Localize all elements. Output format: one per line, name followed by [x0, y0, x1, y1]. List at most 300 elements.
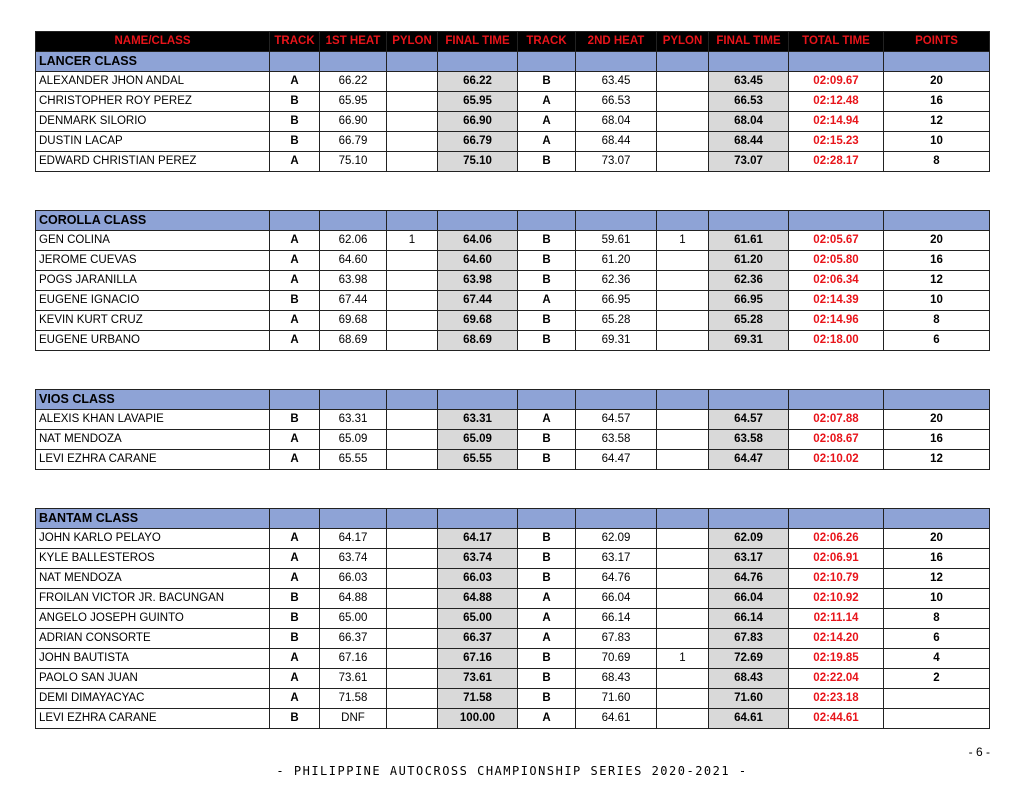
result-cell: 68.43 — [576, 669, 657, 689]
result-cell: 75.10 — [438, 152, 518, 172]
result-cell: 1 — [387, 231, 438, 251]
result-cell: B — [270, 609, 320, 629]
result-cell: 68.69 — [320, 331, 387, 351]
result-cell: 20 — [884, 72, 990, 92]
result-cell: 64.17 — [438, 529, 518, 549]
result-cell: 69.68 — [320, 311, 387, 331]
result-cell — [657, 92, 709, 112]
result-cell: 65.28 — [576, 311, 657, 331]
result-cell: A — [270, 689, 320, 709]
driver-row — [36, 609, 990, 629]
result-cell: 66.04 — [576, 589, 657, 609]
class-header-cell — [884, 52, 990, 72]
result-cell: A — [518, 589, 576, 609]
result-cell — [657, 689, 709, 709]
result-cell: 64.76 — [709, 569, 789, 589]
result-cell: A — [270, 231, 320, 251]
result-cell: B — [270, 291, 320, 311]
result-cell: 68.43 — [709, 669, 789, 689]
column-header: FINAL TIME — [438, 32, 518, 52]
driver-row — [36, 649, 990, 669]
column-header: TRACK — [518, 32, 576, 52]
result-cell: NAT MENDOZA — [36, 569, 270, 589]
spacer-row — [36, 191, 990, 211]
result-cell: 69.31 — [576, 331, 657, 351]
class-header-cell — [709, 509, 789, 529]
result-cell: GEN COLINA — [36, 231, 270, 251]
result-cell: B — [518, 430, 576, 450]
result-cell: 62.36 — [576, 271, 657, 291]
class-header-cell — [789, 211, 884, 231]
class-header-cell — [320, 390, 387, 410]
class-header-cell — [270, 390, 320, 410]
result-cell: 2 — [884, 669, 990, 689]
class-header-row — [36, 211, 990, 231]
result-cell: A — [270, 450, 320, 470]
result-cell: 63.17 — [709, 549, 789, 569]
class-header-cell — [387, 509, 438, 529]
result-cell: 02:22.04 — [789, 669, 884, 689]
driver-row — [36, 231, 990, 251]
result-cell: 10 — [884, 589, 990, 609]
result-cell: 62.09 — [709, 529, 789, 549]
result-cell: 64.88 — [320, 589, 387, 609]
driver-row — [36, 450, 990, 470]
class-header-cell — [518, 509, 576, 529]
class-name: VIOS CLASS — [36, 390, 270, 410]
result-cell: A — [270, 529, 320, 549]
result-cell: 65.00 — [438, 609, 518, 629]
driver-row — [36, 669, 990, 689]
result-cell: 8 — [884, 152, 990, 172]
class-header-cell — [518, 211, 576, 231]
result-cell — [657, 291, 709, 311]
class-header-cell — [576, 509, 657, 529]
results-body — [36, 52, 990, 729]
result-cell: 71.58 — [320, 689, 387, 709]
result-cell: B — [518, 331, 576, 351]
result-cell: LEVI EZHRA CARANE — [36, 450, 270, 470]
class-header-cell — [884, 211, 990, 231]
class-header-cell — [709, 211, 789, 231]
result-cell: B — [518, 311, 576, 331]
class-header-cell — [657, 509, 709, 529]
result-cell: B — [270, 132, 320, 152]
result-cell: 64.17 — [320, 529, 387, 549]
result-cell: B — [518, 271, 576, 291]
result-cell: 02:18.00 — [789, 331, 884, 351]
class-header-cell — [576, 390, 657, 410]
class-header-cell — [320, 52, 387, 72]
result-cell: 67.16 — [320, 649, 387, 669]
result-cell: KEVIN KURT CRUZ — [36, 311, 270, 331]
result-cell: 02:10.79 — [789, 569, 884, 589]
result-cell: 64.06 — [438, 231, 518, 251]
result-cell: A — [270, 311, 320, 331]
result-cell — [657, 669, 709, 689]
result-cell — [387, 529, 438, 549]
result-cell: B — [518, 569, 576, 589]
result-cell: 68.44 — [709, 132, 789, 152]
result-cell: DNF — [320, 709, 387, 729]
result-cell: 16 — [884, 430, 990, 450]
result-cell: 73.07 — [576, 152, 657, 172]
class-header-cell — [709, 390, 789, 410]
result-cell: 73.61 — [438, 669, 518, 689]
result-cell: 71.60 — [709, 689, 789, 709]
result-cell — [387, 72, 438, 92]
result-cell: A — [518, 291, 576, 311]
result-cell: KYLE BALLESTEROS — [36, 549, 270, 569]
result-cell: 02:15.23 — [789, 132, 884, 152]
driver-row — [36, 689, 990, 709]
result-cell — [657, 72, 709, 92]
column-header: FINAL TIME — [709, 32, 789, 52]
result-cell: B — [518, 251, 576, 271]
result-cell: 63.58 — [576, 430, 657, 450]
column-header: PYLON — [657, 32, 709, 52]
result-cell: B — [518, 152, 576, 172]
result-cell: 64.47 — [576, 450, 657, 470]
result-cell — [387, 331, 438, 351]
class-header-cell — [657, 390, 709, 410]
result-cell: 8 — [884, 609, 990, 629]
result-cell — [657, 529, 709, 549]
result-cell: 66.22 — [320, 72, 387, 92]
result-cell: B — [270, 629, 320, 649]
result-cell — [387, 152, 438, 172]
result-cell: 65.95 — [320, 92, 387, 112]
result-cell: A — [270, 271, 320, 291]
result-cell: A — [270, 669, 320, 689]
result-cell: 64.57 — [709, 410, 789, 430]
result-cell: 67.44 — [320, 291, 387, 311]
result-cell — [657, 549, 709, 569]
result-cell — [387, 450, 438, 470]
result-cell — [657, 629, 709, 649]
result-cell: 73.61 — [320, 669, 387, 689]
driver-row — [36, 271, 990, 291]
result-cell: 64.61 — [576, 709, 657, 729]
column-header: POINTS — [884, 32, 990, 52]
result-cell: 02:10.92 — [789, 589, 884, 609]
result-cell: 02:14.96 — [789, 311, 884, 331]
driver-row — [36, 291, 990, 311]
driver-row — [36, 629, 990, 649]
result-cell: A — [518, 609, 576, 629]
page-number: - 6 - — [968, 745, 990, 759]
class-header-cell — [576, 211, 657, 231]
result-cell: 66.37 — [438, 629, 518, 649]
result-cell: 12 — [884, 569, 990, 589]
result-cell: 63.31 — [320, 410, 387, 430]
result-cell: 6 — [884, 629, 990, 649]
result-cell: JEROME CUEVAS — [36, 251, 270, 271]
driver-row — [36, 132, 990, 152]
class-header-cell — [270, 509, 320, 529]
result-cell: 02:14.39 — [789, 291, 884, 311]
spacer-row — [36, 351, 990, 371]
class-header-cell — [657, 52, 709, 72]
result-cell: 65.00 — [320, 609, 387, 629]
result-cell: 64.88 — [438, 589, 518, 609]
result-cell: 65.09 — [438, 430, 518, 450]
result-cell: B — [518, 689, 576, 709]
result-cell: 71.60 — [576, 689, 657, 709]
result-cell: 68.69 — [438, 331, 518, 351]
driver-row — [36, 92, 990, 112]
result-cell: 10 — [884, 291, 990, 311]
class-header-row — [36, 509, 990, 529]
class-header-row — [36, 52, 990, 72]
result-cell: ANGELO JOSEPH GUINTO — [36, 609, 270, 629]
result-cell: 02:05.80 — [789, 251, 884, 271]
result-cell: 02:23.18 — [789, 689, 884, 709]
result-cell: 02:09.67 — [789, 72, 884, 92]
result-cell: DUSTIN LACAP — [36, 132, 270, 152]
result-cell: 02:07.88 — [789, 410, 884, 430]
result-cell: 63.31 — [438, 410, 518, 430]
class-name: LANCER CLASS — [36, 52, 270, 72]
result-cell — [657, 112, 709, 132]
class-header-cell — [270, 52, 320, 72]
driver-row — [36, 72, 990, 92]
driver-row — [36, 589, 990, 609]
result-cell — [657, 311, 709, 331]
result-cell: 02:14.94 — [789, 112, 884, 132]
result-cell — [387, 709, 438, 729]
spacer-row — [36, 172, 990, 192]
spacer-row — [36, 470, 990, 490]
result-cell: 59.61 — [576, 231, 657, 251]
result-cell: 69.68 — [438, 311, 518, 331]
result-cell: 02:14.20 — [789, 629, 884, 649]
result-cell: 66.79 — [438, 132, 518, 152]
result-cell: EUGENE IGNACIO — [36, 291, 270, 311]
result-cell: A — [270, 569, 320, 589]
result-cell: DEMI DIMAYACYAC — [36, 689, 270, 709]
result-cell: 12 — [884, 450, 990, 470]
result-cell — [657, 251, 709, 271]
result-cell — [657, 271, 709, 291]
result-cell — [657, 609, 709, 629]
spacer-row — [36, 489, 990, 509]
result-cell: 68.44 — [576, 132, 657, 152]
class-header-cell — [884, 390, 990, 410]
driver-row — [36, 331, 990, 351]
class-header-cell — [438, 509, 518, 529]
result-cell: 12 — [884, 271, 990, 291]
result-cell: 63.98 — [320, 271, 387, 291]
result-cell: 64.60 — [438, 251, 518, 271]
result-cell — [387, 132, 438, 152]
result-cell: 20 — [884, 410, 990, 430]
result-cell: 64.47 — [709, 450, 789, 470]
result-cell: A — [518, 709, 576, 729]
result-cell: B — [270, 112, 320, 132]
result-cell: 62.06 — [320, 231, 387, 251]
class-header-cell — [387, 52, 438, 72]
result-cell: 02:08.67 — [789, 430, 884, 450]
spacer-row — [36, 370, 990, 390]
result-cell: B — [270, 709, 320, 729]
result-cell: 100.00 — [438, 709, 518, 729]
driver-row — [36, 410, 990, 430]
result-cell: CHRISTOPHER ROY PEREZ — [36, 92, 270, 112]
result-cell: 02:06.91 — [789, 549, 884, 569]
result-cell: 8 — [884, 311, 990, 331]
result-cell: FROILAN VICTOR JR. BACUNGAN — [36, 589, 270, 609]
result-cell: 68.04 — [576, 112, 657, 132]
result-cell: A — [518, 629, 576, 649]
result-cell — [657, 450, 709, 470]
result-cell — [387, 589, 438, 609]
result-cell: 02:06.26 — [789, 529, 884, 549]
result-cell: ALEXANDER JHON ANDAL — [36, 72, 270, 92]
result-cell: A — [518, 410, 576, 430]
result-cell: 66.14 — [709, 609, 789, 629]
result-cell: 66.53 — [709, 92, 789, 112]
result-cell: 20 — [884, 529, 990, 549]
result-cell: A — [270, 549, 320, 569]
result-cell: 66.95 — [576, 291, 657, 311]
result-cell: 02:10.02 — [789, 450, 884, 470]
result-cell: ADRIAN CONSORTE — [36, 629, 270, 649]
column-header: PYLON — [387, 32, 438, 52]
result-cell: B — [518, 549, 576, 569]
class-header-cell — [387, 390, 438, 410]
result-cell: 66.03 — [438, 569, 518, 589]
result-cell: 67.83 — [576, 629, 657, 649]
result-cell: 66.90 — [320, 112, 387, 132]
result-cell: 1 — [657, 649, 709, 669]
result-cell — [657, 709, 709, 729]
column-header: TOTAL TIME — [789, 32, 884, 52]
result-cell: 64.60 — [320, 251, 387, 271]
result-cell: 66.53 — [576, 92, 657, 112]
result-cell: NAT MENDOZA — [36, 430, 270, 450]
result-cell: 65.09 — [320, 430, 387, 450]
result-cell — [387, 430, 438, 450]
result-cell: JOHN KARLO PELAYO — [36, 529, 270, 549]
result-cell: 1 — [657, 231, 709, 251]
result-cell — [387, 92, 438, 112]
result-cell: 70.69 — [576, 649, 657, 669]
result-cell: 66.14 — [576, 609, 657, 629]
result-cell: 63.45 — [576, 72, 657, 92]
result-cell: 67.83 — [709, 629, 789, 649]
result-cell: 71.58 — [438, 689, 518, 709]
result-cell: B — [270, 589, 320, 609]
result-cell: A — [270, 649, 320, 669]
result-cell: 16 — [884, 251, 990, 271]
class-header-cell — [518, 390, 576, 410]
result-cell: B — [270, 410, 320, 430]
driver-row — [36, 549, 990, 569]
result-cell — [657, 569, 709, 589]
class-header-cell — [270, 211, 320, 231]
result-cell — [657, 132, 709, 152]
driver-row — [36, 152, 990, 172]
class-header-cell — [438, 390, 518, 410]
result-cell: DENMARK SILORIO — [36, 112, 270, 132]
result-cell — [387, 410, 438, 430]
result-cell: 02:19.85 — [789, 649, 884, 669]
result-cell: 10 — [884, 132, 990, 152]
result-cell: 65.28 — [709, 311, 789, 331]
result-cell — [387, 609, 438, 629]
result-cell — [387, 291, 438, 311]
result-cell — [387, 112, 438, 132]
column-header: TRACK — [270, 32, 320, 52]
result-cell: 12 — [884, 112, 990, 132]
result-cell: 62.09 — [576, 529, 657, 549]
result-cell: 64.76 — [576, 569, 657, 589]
result-cell — [387, 311, 438, 331]
driver-row — [36, 430, 990, 450]
result-cell: EUGENE URBANO — [36, 331, 270, 351]
column-header: NAME/CLASS — [36, 32, 270, 52]
result-cell: 68.04 — [709, 112, 789, 132]
result-cell: ALEXIS KHAN LAVAPIE — [36, 410, 270, 430]
class-header-cell — [789, 390, 884, 410]
result-cell: 67.44 — [438, 291, 518, 311]
result-cell: 63.74 — [320, 549, 387, 569]
result-cell — [657, 589, 709, 609]
result-cell: 65.55 — [320, 450, 387, 470]
class-header-cell — [657, 211, 709, 231]
result-cell: 02:05.67 — [789, 231, 884, 251]
results-table — [35, 31, 990, 729]
result-cell: 02:11.14 — [789, 609, 884, 629]
result-cell: 75.10 — [320, 152, 387, 172]
result-cell: 73.07 — [709, 152, 789, 172]
driver-row — [36, 529, 990, 549]
result-cell: 6 — [884, 331, 990, 351]
result-cell — [657, 430, 709, 450]
result-cell: A — [270, 152, 320, 172]
result-cell: 66.79 — [320, 132, 387, 152]
result-cell: 02:28.17 — [789, 152, 884, 172]
class-header-cell — [438, 52, 518, 72]
result-cell: 66.90 — [438, 112, 518, 132]
result-cell: JOHN BAUTISTA — [36, 649, 270, 669]
result-cell: A — [270, 430, 320, 450]
result-cell: 65.55 — [438, 450, 518, 470]
result-cell: 4 — [884, 649, 990, 669]
driver-row — [36, 251, 990, 271]
column-header: 2ND HEAT — [576, 32, 657, 52]
result-cell: 61.20 — [709, 251, 789, 271]
result-cell: B — [270, 92, 320, 112]
result-cell: 63.45 — [709, 72, 789, 92]
result-cell — [387, 271, 438, 291]
result-cell: 02:44.61 — [789, 709, 884, 729]
result-cell: 16 — [884, 549, 990, 569]
result-cell: B — [518, 231, 576, 251]
class-name: COROLLA CLASS — [36, 211, 270, 231]
result-cell: POGS JARANILLA — [36, 271, 270, 291]
result-cell: B — [518, 72, 576, 92]
result-cell: 64.61 — [709, 709, 789, 729]
result-cell: 63.74 — [438, 549, 518, 569]
class-header-cell — [709, 52, 789, 72]
result-cell: EDWARD CHRISTIAN PEREZ — [36, 152, 270, 172]
class-header-cell — [320, 509, 387, 529]
result-cell: A — [518, 132, 576, 152]
result-cell: B — [518, 649, 576, 669]
result-cell: 20 — [884, 231, 990, 251]
